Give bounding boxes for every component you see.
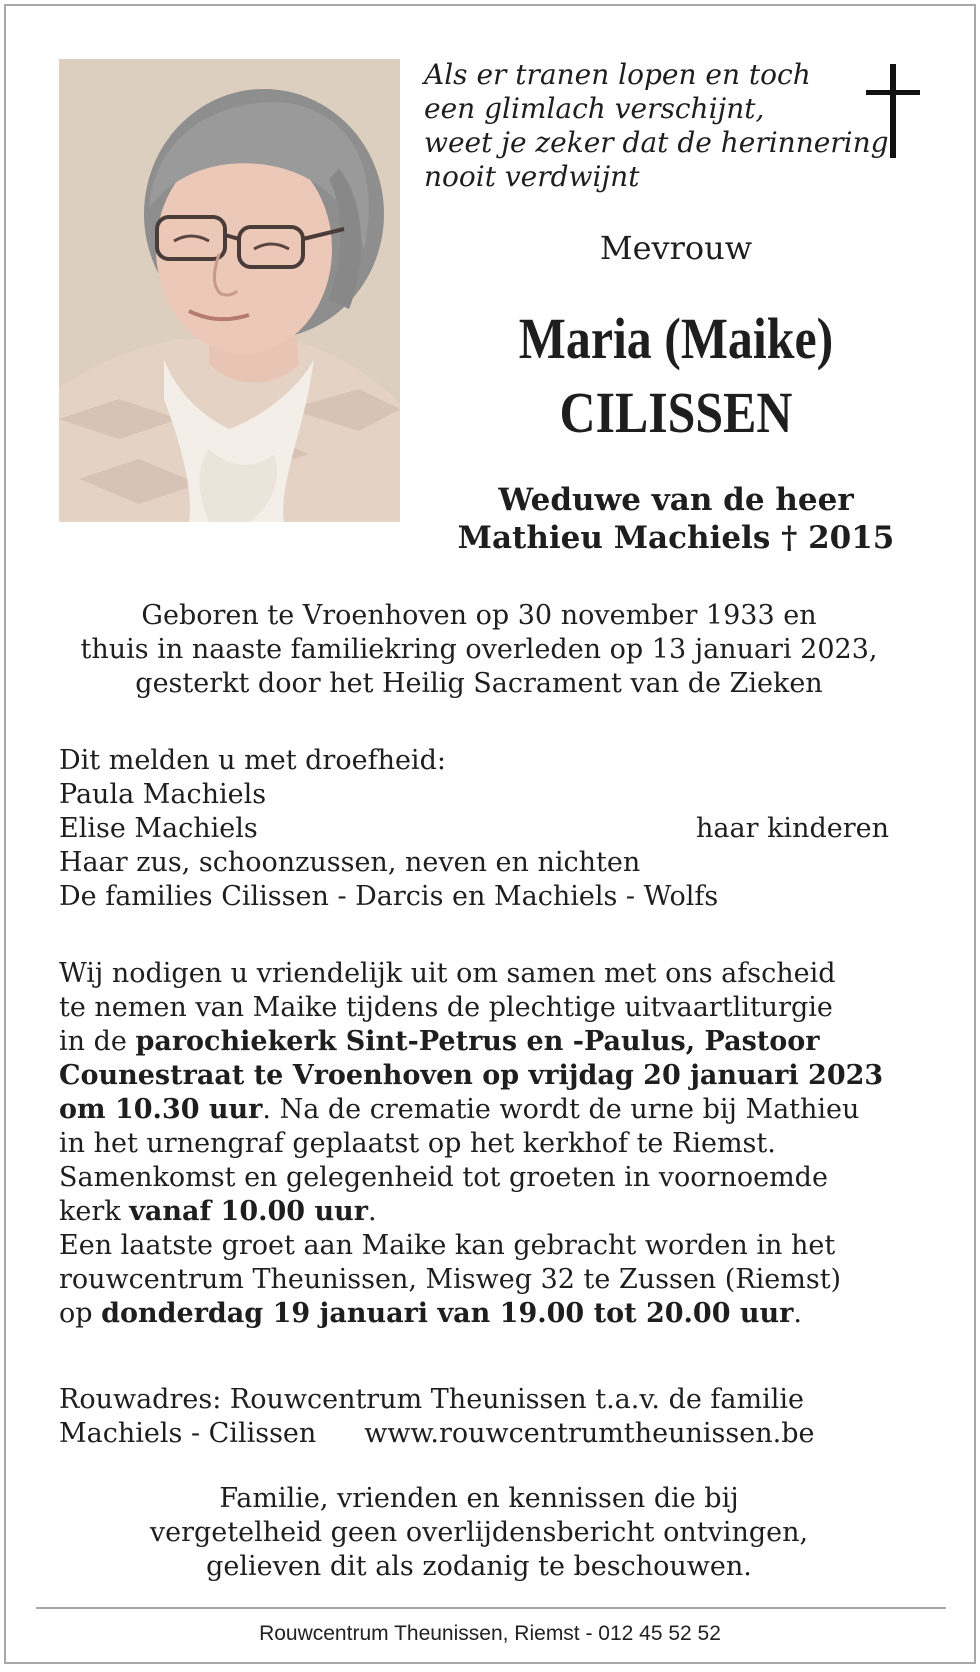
children-label: haar kinderen <box>696 813 889 844</box>
poem-line: Als er tranen lopen en toch <box>424 58 811 91</box>
address-row <box>59 1417 899 1451</box>
portrait-photo <box>59 59 400 522</box>
portrait-illustration <box>59 59 400 522</box>
gathering-time: vanaf 10.00 uur <box>129 1196 368 1227</box>
invitation-line: Samenkomst en gelegenheid tot groeten in voornoemde <box>59 1162 828 1193</box>
child-name: Elise Machiels <box>59 813 258 844</box>
salutation: Mevrouw <box>599 229 753 267</box>
mourning-address <box>59 1383 899 1451</box>
invitation-line: Wij nodigen u vriendelijk uit om samen met ons afscheid <box>59 958 836 989</box>
website-link[interactable]: www.rouwcentrumtheunissen.be <box>364 1418 815 1449</box>
visitation-time: donderdag 19 januari van 19.00 tot 20.00 uur <box>101 1298 794 1329</box>
memorial-poem <box>424 58 889 194</box>
address-family-name: Machiels - Cilissen <box>59 1418 317 1449</box>
birth-death-line: thuis in naaste familiekring overleden op 13 januari 2023, <box>80 634 878 665</box>
address-line: Rouwadres: Rouwcentrum Theunissen t.a.v. de familie <box>59 1384 804 1415</box>
funeral-date: Counestraat te Vroenhoven op vrijdag 20 januari 2023 <box>59 1060 884 1091</box>
notice-line: Familie, vrienden en kennissen die bij <box>219 1483 739 1514</box>
invitation-line <box>59 1025 899 1059</box>
cross-icon <box>864 64 924 164</box>
announcement-paragraph <box>59 744 899 914</box>
invitation-text: kerk <box>59 1196 130 1227</box>
notice-paragraph <box>59 1482 899 1584</box>
invitation-line: Een laatste groet aan Maike kan gebracht worden in het <box>59 1230 836 1261</box>
invitation-line <box>59 1195 899 1229</box>
relatives-line: Haar zus, schoonzussen, neven en nichten <box>59 847 641 878</box>
notice-line: gelieven dit als zodanig te beschouwen. <box>206 1551 752 1582</box>
invitation-line <box>59 1093 899 1127</box>
invitation-text: . <box>793 1298 802 1329</box>
deceased-first-name: Maria (Maike) <box>518 306 834 371</box>
invitation-line <box>59 1059 899 1093</box>
funeral-time: om 10.30 uur <box>59 1094 263 1125</box>
death-notice-card <box>4 4 976 1664</box>
poem-line: een glimlach verschijnt, <box>424 92 765 125</box>
families-line: De families Cilissen - Darcis en Machiels - Wolfs <box>59 881 719 912</box>
footer-contact: Rouwcentrum Theunissen, Riemst - 012 45 52 52 <box>259 1622 721 1645</box>
widow-line-1: Weduwe van de heer <box>498 482 854 518</box>
birth-death-paragraph <box>59 599 899 701</box>
birth-death-line: gesterkt door het Heilig Sacrament van de Zieken <box>135 668 823 699</box>
invitation-line: te nemen van Maike tijdens de plechtige uitvaartliturgie <box>59 992 833 1023</box>
invitation-paragraph <box>59 957 899 1331</box>
notice-line: vergetelheid geen overlijdensbericht ontvingen, <box>149 1517 809 1548</box>
invitation-text: op <box>59 1298 102 1329</box>
poem-line: weet je zeker dat de herinnering <box>424 126 889 159</box>
invitation-line: in het urnengraf geplaatst op het kerkhof te Riemst. <box>59 1128 776 1159</box>
invitation-text: in de <box>59 1026 136 1057</box>
footer-divider <box>36 1607 946 1609</box>
poem-line: nooit verdwijnt <box>424 160 640 193</box>
announcement-intro: Dit melden u met droefheid: <box>59 745 446 776</box>
birth-death-line: Geboren te Vroenhoven op 30 november 1933 en <box>141 600 817 631</box>
invitation-line: rouwcentrum Theunissen, Misweg 32 te Zussen (Riemst) <box>59 1264 842 1295</box>
invitation-text: . Na de crematie wordt de urne bij Mathieu <box>262 1094 860 1125</box>
deceased-last-name: CILISSEN <box>559 380 793 445</box>
widow-line-2: Mathieu Machiels † 2015 <box>457 520 895 556</box>
invitation-text: . <box>367 1196 377 1227</box>
church-location: parochiekerk Sint-Petrus en -Paulus, Pastoor <box>135 1026 820 1057</box>
child-name: Paula Machiels <box>59 779 267 810</box>
invitation-line <box>59 1297 899 1331</box>
child-row <box>59 812 889 846</box>
